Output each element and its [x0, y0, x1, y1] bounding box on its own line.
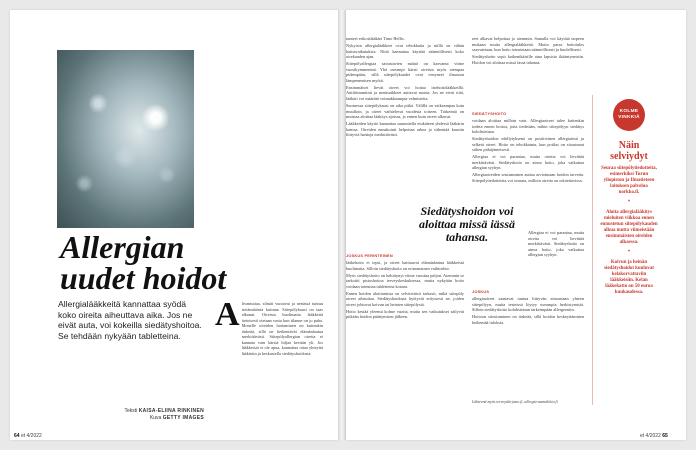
- photo-source: GETTY IMAGES: [162, 414, 204, 421]
- body-paragraph: tunteet erikoislääkäri Timo Hellis.: [346, 36, 405, 41]
- column-3-bottom: [472, 286, 584, 396]
- tip-item: Aloita allergialääkitys mieluiten viikkoa ennen ennustetun siitepölykauden alkua mutta viimeistään ensimmäisten oireiden alkaessa.: [600, 210, 658, 245]
- tips-badge: [613, 99, 645, 131]
- section-heading: JOSKUS: [472, 289, 490, 294]
- intro-column: [215, 296, 323, 413]
- body-paragraph: voidaan aloittaa milloin vain. Allergiaoireet tulee kuitenkin todeta ennen hoitoa, jotta tiedetään, mihin siitepölyyn siedätys kohdistetaan.: [472, 118, 584, 135]
- column-2-top: [346, 36, 464, 206]
- body-paragraph: Myös siedätyshoito on kehittynyt viime vuosina paljon. Aiemmin se tarkoitti pistoshoitoa terveyskeskuksessa, mutta nykyään hoito voidaan toteuttaa tabletteina kotona.: [346, 272, 464, 289]
- text-credit-label: Teksti: [124, 408, 138, 414]
- body-paragraph: Allergiaa ei voi parantaa, mutta oireita voi lievittää merkittävästi. Siedätyshoito on ainoa hoito, joka vaikuttaa allergian syyhyn.: [528, 230, 584, 258]
- body-paragraph: Suomessa siitepölykausi on aika pitkä. Välillä on vaikeampaa kuin muulloin, ja oireet vaihtelevat vuodesta toiseen. Tärkeintä on muistaa aloittaa lääkitys ajoissa, jo ennen kuin oireet alkavat.: [346, 103, 464, 120]
- body-paragraph: Siedätyshoidon edellytyksenä on positiivinen allergiatesti ja selkeät oireet. Hoito on tehokkainta, kun potilas on sitoutunut siihen pitkäjänteisesti.: [472, 136, 584, 153]
- section-heading: SIEDÄTYSHOITO: [472, 111, 507, 116]
- body-paragraph: Allergiaa ei voi parantaa, mutta oireita voi lievittää merkittävästi. Siedätyshoito on ainoa hoito, joka vaikuttaa allergian syyhyn.: [472, 154, 584, 171]
- sidebar-title: Näin selviydyt: [610, 140, 648, 162]
- body-paragraph: Allergiaoireiden seuraaminen auttaa arvioimaan hoidon tarvetta. Siitepölytiedotteista voi seurata, milloin oireita on odotettavissa.: [472, 172, 584, 184]
- body-paragraph: Ensimmäiset lievät oireet voi hoitaa itsehoitolääkkeillä. Antihistamiinit ja nenäsuihkeet auttavat monia. Jos ne eivät riitä, lääkäri voi määrätä voimakkaampia valmisteita.: [346, 84, 464, 101]
- section-heading: JOSKUS PERINTEINEN: [346, 253, 393, 258]
- body-paragraph: reet alkavat helpottaa jo aiemmin. Samalla voi käyttää tarpeen mukaan muita allergialääkkeitä. Mutta paras hoitotulos saavutetaan, kun hoito toteutetaan säännöllisesti ja huolellisesti.: [472, 36, 584, 53]
- star-icon: *: [627, 200, 631, 205]
- photo-credit-label: Kuva: [149, 414, 162, 421]
- body-paragraph: Lääkkeiden käyttö kannattaa suunnitella etukäteen yhdessä lääkärin kanssa. Oireiden ennakointi helpottaa arkea ja vähentää kausiin liittyviä haittoja merkittävästi.: [346, 121, 464, 138]
- pull-quote: Siedätyshoidon voi aloittaa missä iässä tahansa.: [418, 204, 516, 244]
- column-2-bottom: [346, 250, 464, 410]
- body-paragraph: Siitepölyallergiaa sairastavien määrä on kasvanut viime vuosikymmeninä. Yhä useampi kärsii oireista myös aiempaa pidempään, sillä siitepölykaudet ovat venyneet ilmaston lämpenemisen myötä.: [346, 61, 464, 83]
- magazine-issue: et 4/2022: [640, 433, 661, 439]
- intro-text: livantuttaa, silmät vuotavat ja nenässä tuntuu sietämätöntä kutinaa. Siitepölykausi on taas alkanut. Oireista huolimatta lääkkeitä tietoisesti otetaan vasta kun tilanne on jo paha. Monelle oireiden hoitaminen on kuitenkin tärkeää, sillä ne heikentävät elämänlaatua merkittävästi. Siitepölyallergian oireita ei kannata vain kärsiä hiljaa kevään yli. Jos lääkkeistä ei ole apua, kannattaa ottaa yhteyttä lääkäriin ja keskustella siedätyshoidosta.: [241, 301, 323, 356]
- article-photo: [57, 50, 194, 228]
- body-paragraph: allergiaoireet saattavat tuntua liittyvän ainoastaan yhteen siitepölyyn, mutta testeissä löytyy useampia herkistymisiä. Silloin siedätyshoito kohdistetaan tärkeimpään allergeeniin.: [472, 296, 584, 313]
- body-paragraph: Nykyisin allergialääkkeet ovat tehokkaita ja niillä on vähän haittavaikutuksia. Niitä kannattaa käyttää säännöllisesti koko oirekauden ajan.: [346, 43, 464, 60]
- tip-item: Koivun ja heinän siedätyshoidot kuuluvat kelakorvattaviin lääkkeisiin. Kelan lääkekatto on 50 euroa kuukaudessa.: [604, 260, 654, 295]
- credits: [114, 408, 204, 421]
- tips-badge-line1: KOLME: [619, 109, 639, 115]
- tips-badge-line2: VINKKIÄ: [618, 115, 640, 120]
- lead-paragraph: Allergialääkkeitä kannattaa syödä koko oireita aiheuttava aika. Jos ne eivät auta, voi kokeilla siedätyshoitoa. Se tehdään nykyään tabletteina.: [58, 299, 202, 341]
- page-spine: [338, 10, 346, 440]
- sidebar-tips: [600, 166, 658, 296]
- column-3-middle: [472, 108, 584, 228]
- star-icon: *: [627, 250, 631, 255]
- column-3-narrow: [528, 230, 584, 282]
- dropcap: A: [215, 296, 240, 333]
- page-number-left: [14, 433, 42, 439]
- magazine-issue: et 4/2022: [20, 433, 42, 439]
- tip-item: Seuraa siitepölytiedotteita, esimerkiksi Turun yliopiston ja Ilmatieteen laitoksen palvelua norkko.fi.: [601, 166, 657, 195]
- body-paragraph: Hoito kestää yleensä kolme vuotta, mutta sen vaikutukset säilyvät pitkään hoidon päättymisen jälkeen.: [346, 308, 464, 320]
- page-number-right: [640, 433, 668, 439]
- headline: [60, 229, 320, 296]
- page-number: 64: [14, 433, 20, 439]
- column-3-top: [472, 36, 584, 106]
- body-paragraph: Siedätyshoito sopii kaikenikäisille aina lapsista ikääntyneisiin. Hoidon voi aloittaa missä iässä tahansa.: [472, 54, 584, 65]
- body-paragraph: lääkehoito ei tepsi, ja oireet haittaavat elämänlaatua lääkkeistä huolimatta. Silloin siedätyshoito on erinomainen vaihtoehto.: [346, 260, 464, 271]
- sources-caption: Lähteenä myös terveyskirjasto.fi, allergia-astmaliitto.fi: [472, 400, 558, 404]
- sidebar-divider: [592, 95, 593, 405]
- headline-line1: Allergian: [60, 229, 185, 265]
- text-author: KAISA-ELIINA RINKINEN: [138, 408, 204, 414]
- body-paragraph: Hoitoon sitoutuminen on tärkeää, sillä hoidon keskeyttäminen heikentää tuloksia.: [472, 314, 584, 325]
- headline-line2: uudet hoidot: [60, 260, 227, 296]
- page-number: 65: [662, 433, 668, 439]
- body-paragraph: Ennen hoidon aloittamista on selvitettävä tarkasti, mikä siitepöly oireet aiheuttaa. Siedätyshoidosta hyötyvät erityisesti ne, joiden oireet johtuvat koivun tai heinien siitepölystä.: [346, 290, 464, 307]
